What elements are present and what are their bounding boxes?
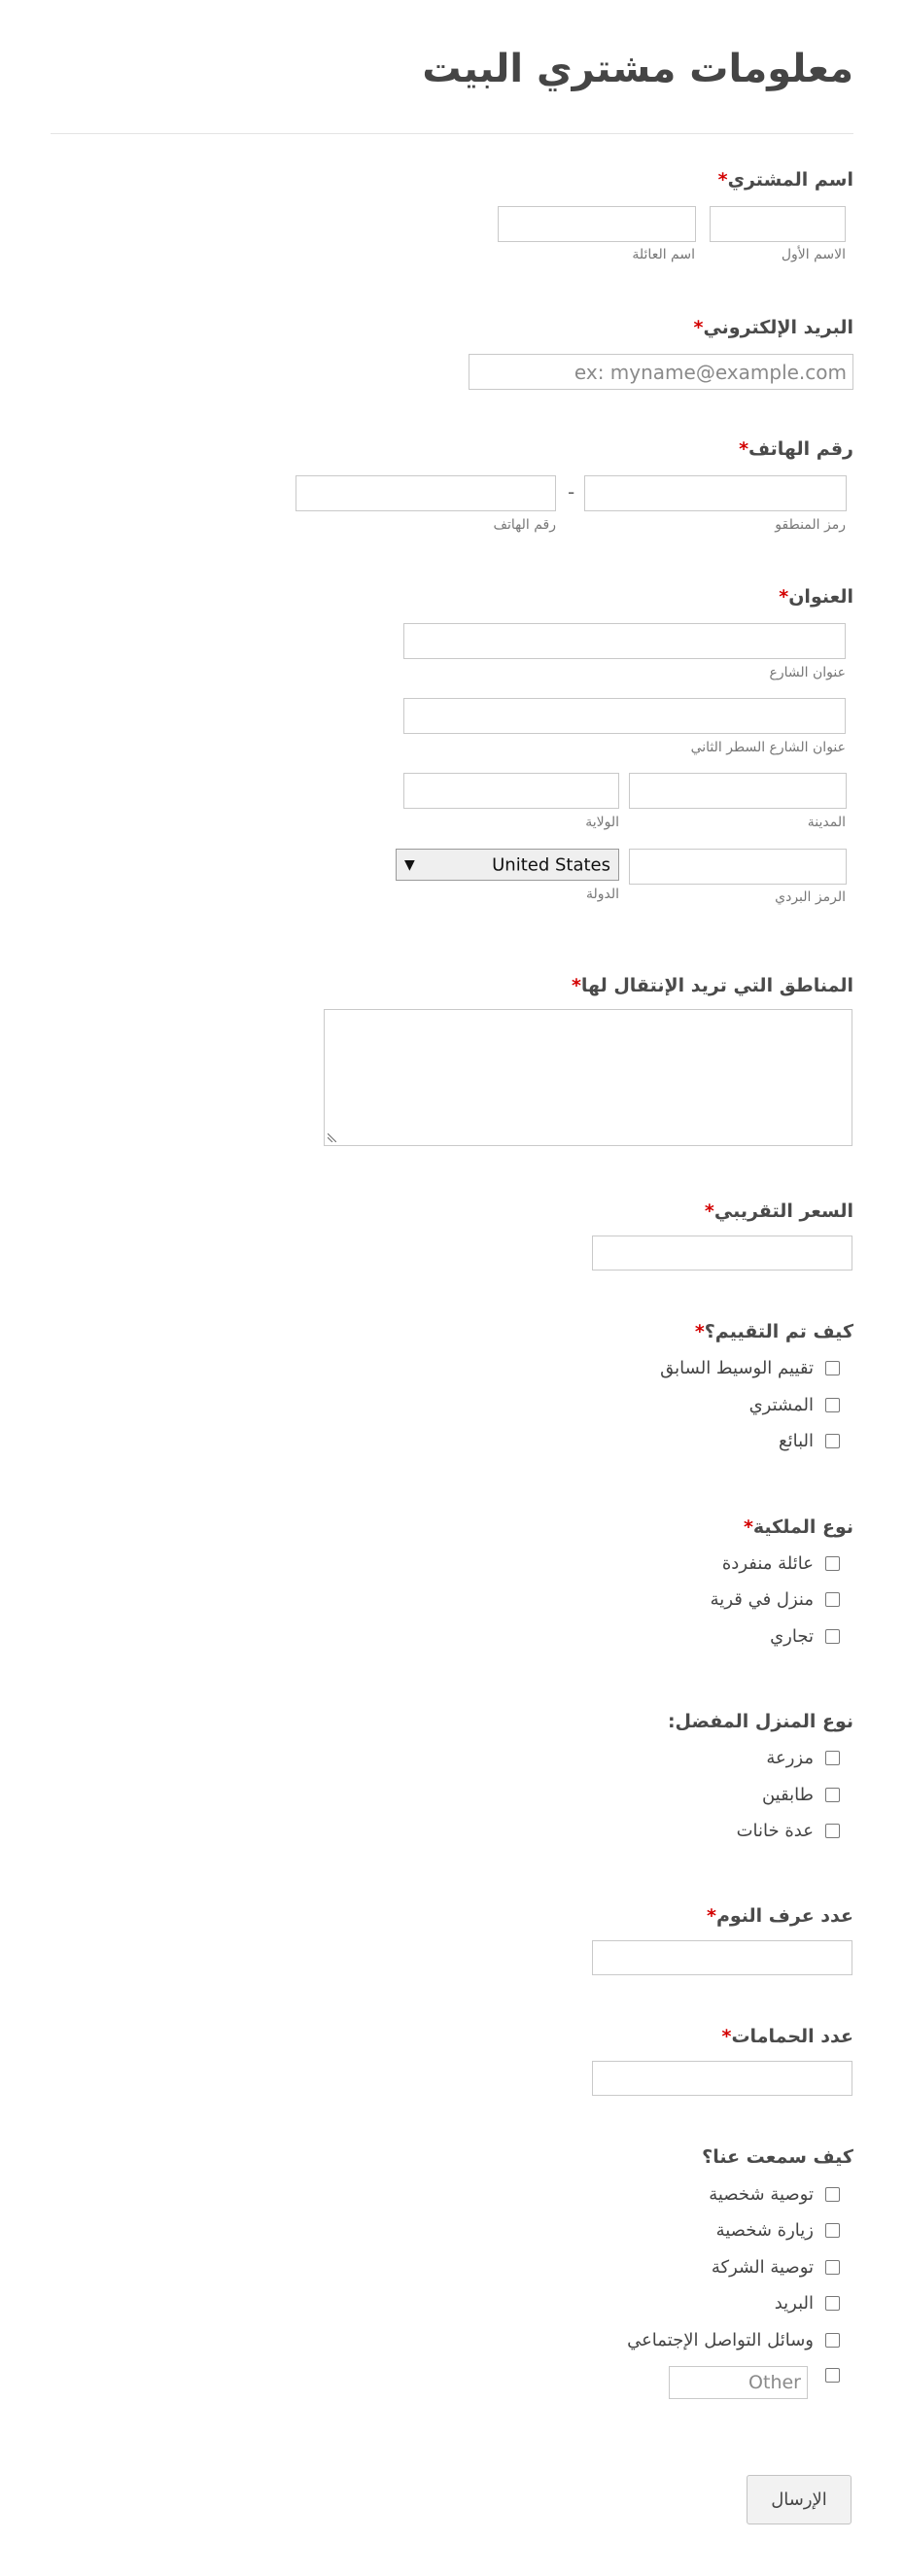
other-placeholder: Other bbox=[748, 2372, 801, 2393]
price-input[interactable] bbox=[592, 1236, 852, 1271]
country-select[interactable] bbox=[396, 849, 619, 881]
checkbox[interactable] bbox=[825, 1592, 840, 1607]
last-name-sublabel: اسم العائلة bbox=[632, 247, 695, 262]
price-label: السعر التقريبي* bbox=[704, 1201, 853, 1222]
required-mark: * bbox=[779, 586, 789, 608]
checkbox[interactable] bbox=[825, 1629, 840, 1644]
checkbox[interactable] bbox=[825, 1788, 840, 1802]
checkbox[interactable] bbox=[825, 1751, 840, 1765]
checkbox[interactable] bbox=[825, 2333, 840, 2348]
referral-option[interactable]: وسائل التواصل الإجتماعي bbox=[627, 2330, 840, 2350]
required-mark: * bbox=[693, 317, 704, 338]
checkbox[interactable] bbox=[825, 2296, 840, 2311]
title-divider bbox=[51, 133, 853, 134]
required-mark: * bbox=[571, 975, 581, 996]
valuation-option[interactable]: تقييم الوسيط السابق bbox=[660, 1358, 840, 1378]
checkbox[interactable] bbox=[825, 1398, 840, 1412]
phone-area-code-sublabel: رمز المنطقو bbox=[775, 517, 846, 533]
street-address-input[interactable] bbox=[403, 623, 846, 659]
zip-code-sublabel: الرمز البردي bbox=[775, 889, 846, 905]
required-mark: * bbox=[743, 1516, 753, 1538]
phone-area-code-input[interactable] bbox=[584, 475, 847, 511]
referral-option[interactable]: توصية الشركة bbox=[712, 2257, 840, 2278]
state-sublabel: الولاية bbox=[585, 815, 619, 830]
checkbox[interactable] bbox=[825, 1556, 840, 1571]
required-mark: * bbox=[721, 2026, 732, 2047]
property-type-option[interactable]: منزل في قرية bbox=[711, 1589, 840, 1610]
valuation-label: كيف تم التقييم؟* bbox=[694, 1321, 853, 1342]
street-address-sublabel: عنوان الشارع bbox=[769, 665, 846, 680]
required-mark: * bbox=[707, 1905, 716, 1927]
home-type-option[interactable]: عدة خانات bbox=[737, 1821, 840, 1841]
property-type-option[interactable]: تجاري bbox=[770, 1626, 840, 1647]
email-label: البريد الإلكتروني* bbox=[693, 317, 853, 338]
checkbox[interactable] bbox=[825, 1824, 840, 1838]
home-type-option[interactable]: طابقين bbox=[762, 1785, 840, 1805]
checkbox[interactable] bbox=[825, 2223, 840, 2238]
areas-label: المناطق التي تريد الإنتقال لها* bbox=[571, 975, 853, 996]
phone-separator: - bbox=[568, 480, 575, 504]
referral-option[interactable]: توصية شخصية bbox=[709, 2184, 840, 2205]
checkbox[interactable] bbox=[825, 2187, 840, 2202]
referral-other-input[interactable] bbox=[669, 2366, 808, 2399]
zip-code-input[interactable] bbox=[629, 849, 847, 885]
required-mark: * bbox=[694, 1321, 705, 1342]
phone-number-sublabel: رقم الهاتف bbox=[493, 517, 556, 533]
referral-label: كيف سمعت عنا؟ bbox=[702, 2146, 853, 2168]
bedrooms-input[interactable] bbox=[592, 1940, 852, 1975]
checkbox[interactable] bbox=[825, 1434, 840, 1448]
street-address-line2-sublabel: عنوان الشارع السطر الثاني bbox=[690, 740, 846, 755]
home-type-option[interactable]: مزرعة bbox=[766, 1748, 840, 1768]
checkbox[interactable] bbox=[825, 2368, 840, 2383]
property-type-label: نوع الملكية* bbox=[743, 1516, 853, 1538]
phone-label: رقم الهاتف* bbox=[739, 438, 853, 460]
email-placeholder: ex: myname@example.com bbox=[574, 360, 847, 384]
address-label: العنوان* bbox=[779, 586, 853, 608]
checkbox[interactable] bbox=[825, 2260, 840, 2275]
referral-option[interactable]: البريد bbox=[775, 2293, 840, 2314]
property-type-option[interactable]: عائلة منفردة bbox=[722, 1553, 840, 1574]
submit-button[interactable]: الإرسال bbox=[747, 2475, 852, 2524]
checkbox[interactable] bbox=[825, 1361, 840, 1375]
valuation-option[interactable]: المشتري bbox=[749, 1395, 840, 1415]
city-sublabel: المدينة bbox=[807, 815, 846, 830]
country-select-value: United States bbox=[492, 854, 610, 875]
required-mark: * bbox=[704, 1201, 714, 1222]
first-name-sublabel: الاسم الأول bbox=[781, 247, 846, 262]
bathrooms-label: عدد الحمامات* bbox=[721, 2026, 853, 2047]
required-mark: * bbox=[739, 438, 749, 460]
phone-number-input[interactable] bbox=[296, 475, 556, 511]
city-input[interactable] bbox=[629, 773, 847, 809]
first-name-input[interactable] bbox=[710, 206, 846, 242]
country-sublabel: الدولة bbox=[585, 887, 619, 902]
buyer-name-label: اسم المشتري* bbox=[717, 169, 853, 191]
required-mark: * bbox=[717, 169, 728, 191]
state-input[interactable] bbox=[403, 773, 619, 809]
areas-textarea[interactable] bbox=[324, 1009, 852, 1146]
email-input[interactable] bbox=[469, 354, 853, 390]
referral-other-option[interactable] bbox=[814, 2368, 840, 2383]
street-address-line2-input[interactable] bbox=[403, 698, 846, 734]
referral-option[interactable]: زيارة شخصية bbox=[716, 2220, 840, 2241]
bathrooms-input[interactable] bbox=[592, 2061, 852, 2096]
resize-handle-icon[interactable] bbox=[328, 1133, 336, 1142]
home-type-label: نوع المنزل المفضل: bbox=[667, 1711, 853, 1732]
page-title: معلومات مشتري البيت bbox=[422, 47, 853, 91]
valuation-option[interactable]: البائع bbox=[779, 1431, 840, 1451]
bedrooms-label: عدد عرف النوم* bbox=[707, 1905, 853, 1927]
last-name-input[interactable] bbox=[498, 206, 696, 242]
chevron-down-icon: ▼ bbox=[404, 856, 415, 873]
